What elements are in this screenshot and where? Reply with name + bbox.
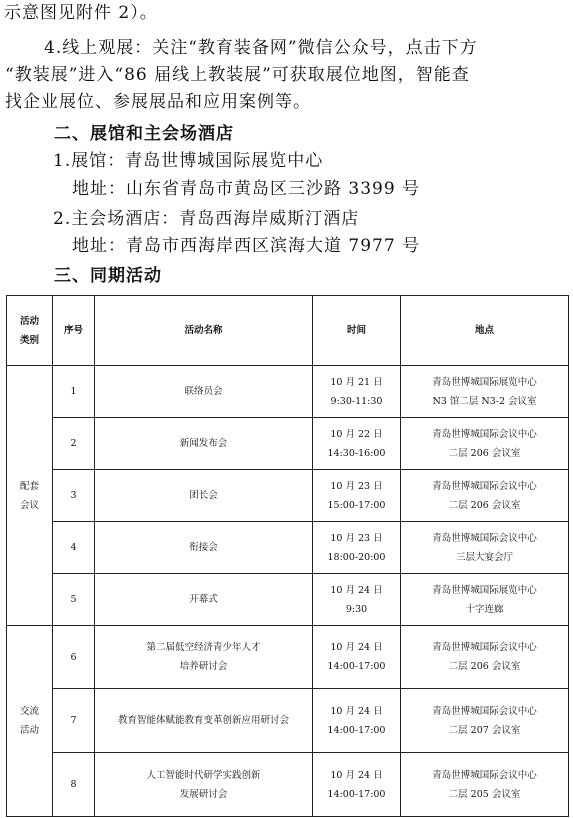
row-place: 青岛世博城国际展览中心 十字连廊 (401, 574, 569, 626)
row-no: 2 (53, 418, 95, 470)
row-name: 衔接会 (95, 522, 313, 574)
paragraph-line-2: 4.线上观展：关注“教育装备网”微信公众号，点击下方 (44, 38, 478, 58)
table-row (7, 626, 569, 689)
hotel-label: 2.主会场酒店：青岛西海岸威斯汀酒店 (53, 209, 360, 229)
row-no: 1 (53, 366, 95, 418)
row-name: 开幕式 (95, 574, 313, 626)
paragraph-line-3: “教装展”进入“86 届线上教装展”可获取展位地图，智能查 (5, 65, 470, 85)
category-cell-meetings: 配套 会议 (7, 366, 53, 626)
row-time: 10 月 23 日 15:00-17:00 (313, 470, 401, 522)
paragraph-line-4: 找企业展位、参展展品和应用案例等。 (5, 92, 311, 112)
table-row (7, 470, 569, 522)
header-place: 地点 (401, 296, 569, 366)
row-time: 10 月 21 日 9:30-11:30 (313, 366, 401, 418)
row-time: 10 月 24 日 14:00-17:00 (313, 753, 401, 817)
section-heading-events: 三、同期活动 (54, 266, 162, 286)
hotel-address: 地址：青岛市西海岸西区滨海大道 7977 号 (72, 236, 421, 256)
events-table (6, 295, 569, 817)
row-name: 教育智能体赋能教育变革创新应用研讨会 (95, 689, 313, 753)
row-time: 10 月 24 日 9:30 (313, 574, 401, 626)
row-no: 6 (53, 626, 95, 689)
row-place: 青岛世博城国际会议中心 二层 206 会议室 (401, 418, 569, 470)
row-no: 8 (53, 753, 95, 817)
venue-label: 1.展馆：青岛世博城国际展览中心 (53, 151, 324, 171)
header-name: 活动名称 (95, 296, 313, 366)
row-place: 青岛世博城国际会议中心 三层大宴会厅 (401, 522, 569, 574)
section-heading-venue: 二、展馆和主会场酒店 (54, 124, 234, 144)
row-no: 4 (53, 522, 95, 574)
row-name: 联络员会 (95, 366, 313, 418)
header-category: 活动 类别 (7, 296, 53, 366)
table-row (7, 753, 569, 817)
row-no: 3 (53, 470, 95, 522)
table-row (7, 574, 569, 626)
row-name: 团长会 (95, 470, 313, 522)
row-name: 人工智能时代研学实践创新 发展研讨会 (95, 753, 313, 817)
table-row (7, 522, 569, 574)
row-name: 新闻发布会 (95, 418, 313, 470)
row-place: 青岛世博城国际会议中心 二层 207 会议室 (401, 689, 569, 753)
row-time: 10 月 24 日 14:00-17:00 (313, 689, 401, 753)
table-row (7, 689, 569, 753)
row-place: 青岛世博城国际会议中心 二层 206 会议室 (401, 470, 569, 522)
row-time: 10 月 24 日 14:00-17:00 (313, 626, 401, 689)
header-no: 序号 (53, 296, 95, 366)
row-place: 青岛世博城国际会议中心 二层 205 会议室 (401, 753, 569, 817)
table-header-row (7, 296, 569, 366)
row-no: 7 (53, 689, 95, 753)
header-time: 时间 (313, 296, 401, 366)
row-time: 10 月 23 日 18:00-20:00 (313, 522, 401, 574)
venue-address: 地址：山东省青岛市黄岛区三沙路 3399 号 (72, 179, 421, 199)
row-time: 10 月 22 日 14:30-16:00 (313, 418, 401, 470)
row-place: 青岛世博城国际展览中心 N3 馆二层 N3-2 会议室 (401, 366, 569, 418)
category-cell-exchange: 交流 活动 (7, 626, 53, 817)
table-row (7, 418, 569, 470)
row-name: 第二届低空经济青少年人才 培养研讨会 (95, 626, 313, 689)
table-row (7, 366, 569, 418)
row-no: 5 (53, 574, 95, 626)
row-place: 青岛世博城国际会议中心 二层 206 会议室 (401, 626, 569, 689)
paragraph-line-1: 示意图见附件 2）。 (4, 3, 158, 23)
